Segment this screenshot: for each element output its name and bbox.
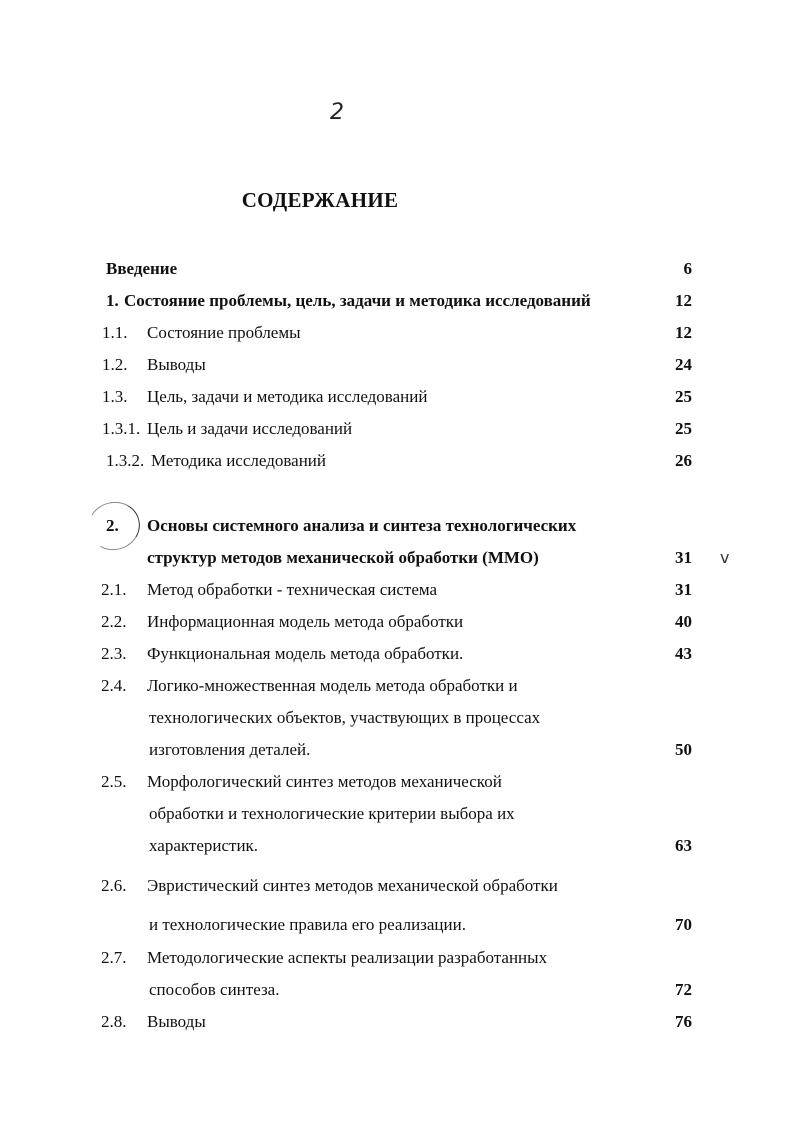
toc-entry-2-7-cont[interactable] <box>0 979 793 1001</box>
toc-entry-2-6-cont[interactable] <box>0 914 793 936</box>
handwritten-check-mark: v <box>720 548 730 567</box>
toc-entry-text: Функциональная модель метода обработки. <box>147 644 464 663</box>
toc-entry-2-5-cont-1[interactable] <box>0 803 793 825</box>
toc-entry-page: 31 <box>675 548 692 567</box>
toc-entry-page: 25 <box>675 419 692 438</box>
toc-entry-text-line-1: Основы системного анализа и синтеза технологических <box>147 516 577 535</box>
toc-entry-1-3-1[interactable] <box>0 418 793 440</box>
toc-entry-number: 2.3. <box>101 644 127 663</box>
toc-entry-number: 1.2. <box>102 355 128 374</box>
toc-entry-text-line-1: Эвристический синтез методов механической обработки <box>147 876 558 895</box>
toc-entry-text-line-2: структур методов механической обработки (ММО) <box>147 548 539 567</box>
toc-title: СОДЕРЖАНИЕ <box>241 188 399 212</box>
toc-entry-1-3-2[interactable] <box>0 450 793 472</box>
page-number: 2 <box>330 100 344 125</box>
toc-entry-2-4-cont-2[interactable] <box>0 739 793 761</box>
toc-entry-text-line-3: характеристик. <box>149 836 259 855</box>
toc-entry-1-1[interactable] <box>0 322 793 344</box>
toc-entry-text: Выводы <box>147 1012 206 1031</box>
toc-entry-page: 50 <box>675 740 692 759</box>
toc-entry-1-2[interactable] <box>0 354 793 376</box>
toc-entry-text: Состояние проблемы <box>147 323 301 342</box>
toc-entry-2-4[interactable] <box>0 675 793 697</box>
toc-entry-page: 40 <box>675 612 692 631</box>
toc-entry-number: 1.1. <box>102 323 128 342</box>
toc-entry-page: 43 <box>675 644 692 663</box>
toc-entry-text-line-2: способов синтеза. <box>149 980 280 999</box>
toc-entry-number: 1.3.2. <box>106 451 145 470</box>
toc-entry-text-line-3: изготовления деталей. <box>149 740 311 759</box>
toc-entry-page: 31 <box>675 580 692 599</box>
toc-entry-page: 72 <box>675 980 692 999</box>
toc-entry-number: 2.1. <box>101 580 127 599</box>
toc-entry-2-5[interactable] <box>0 771 793 793</box>
toc-entry-text-line-2: технологических объектов, участвующих в процессах <box>149 708 541 727</box>
toc-entry-2-4-cont-1[interactable] <box>0 707 793 729</box>
toc-entry-page: 24 <box>675 355 692 374</box>
toc-entry-number: 2.7. <box>101 948 127 967</box>
toc-entry-text: Цель и задачи исследований <box>147 419 353 438</box>
toc-entry-1-3[interactable] <box>0 386 793 408</box>
toc-entry-page: 76 <box>675 1012 692 1031</box>
toc-entry-text: Информационная модель метода обработки <box>147 612 464 631</box>
toc-entry-page: 12 <box>675 323 692 342</box>
toc-entry-page: 25 <box>675 387 692 406</box>
toc-entry-number: 1. <box>106 291 119 310</box>
toc-entry-chapter-2-cont[interactable] <box>0 547 793 569</box>
toc-entry-number: 2.2. <box>101 612 127 631</box>
toc-entry-text: Выводы <box>147 355 206 374</box>
toc-entry-page: 70 <box>675 915 692 934</box>
toc-entry-number: 2.4. <box>101 676 127 695</box>
toc-entry-number: 1.3.1. <box>102 419 141 438</box>
toc-entry-introduction[interactable] <box>0 258 793 280</box>
toc-entry-text: Цель, задачи и методика исследований <box>147 387 428 406</box>
toc-entry-text-line-2: и технологические правила его реализации. <box>149 915 466 934</box>
toc-entry-page: 26 <box>675 451 692 470</box>
toc-entry-2-6[interactable] <box>0 875 793 897</box>
toc-entry-page: 63 <box>675 836 692 855</box>
toc-entry-text: Методика исследований <box>151 451 326 470</box>
toc-entry-text: Введение <box>106 259 178 278</box>
toc-entry-page: 12 <box>675 291 692 310</box>
toc-entry-number: 2.8. <box>101 1012 127 1031</box>
toc-entry-number: 2. <box>106 516 119 535</box>
toc-entry-2-7[interactable] <box>0 947 793 969</box>
toc-entry-text-line-1: Морфологический синтез методов механической <box>147 772 502 791</box>
toc-entry-2-2[interactable] <box>0 611 793 633</box>
toc-entry-2-3[interactable] <box>0 643 793 665</box>
toc-entry-text: Метод обработки - техническая система <box>147 580 438 599</box>
toc-entry-chapter-2[interactable] <box>0 515 793 537</box>
toc-entry-2-5-cont-2[interactable] <box>0 835 793 857</box>
toc-entry-number: 1.3. <box>102 387 128 406</box>
toc-entry-text-line-1: Методологические аспекты реализации разработанных <box>147 948 548 967</box>
toc-entry-chapter-1[interactable] <box>0 290 793 312</box>
toc-entry-page: 6 <box>683 259 692 278</box>
toc-entry-number: 2.6. <box>101 876 127 895</box>
toc-entry-text: Состояние проблемы, цель, задачи и методика исследований <box>124 291 591 310</box>
toc-entry-number: 2.5. <box>101 772 127 791</box>
toc-entry-text-line-2: обработки и технологические критерии выбора их <box>149 804 515 823</box>
toc-entry-2-8[interactable] <box>0 1011 793 1033</box>
toc-entry-text-line-1: Логико-множественная модель метода обработки и <box>147 676 518 695</box>
toc-entry-2-1[interactable] <box>0 579 793 601</box>
